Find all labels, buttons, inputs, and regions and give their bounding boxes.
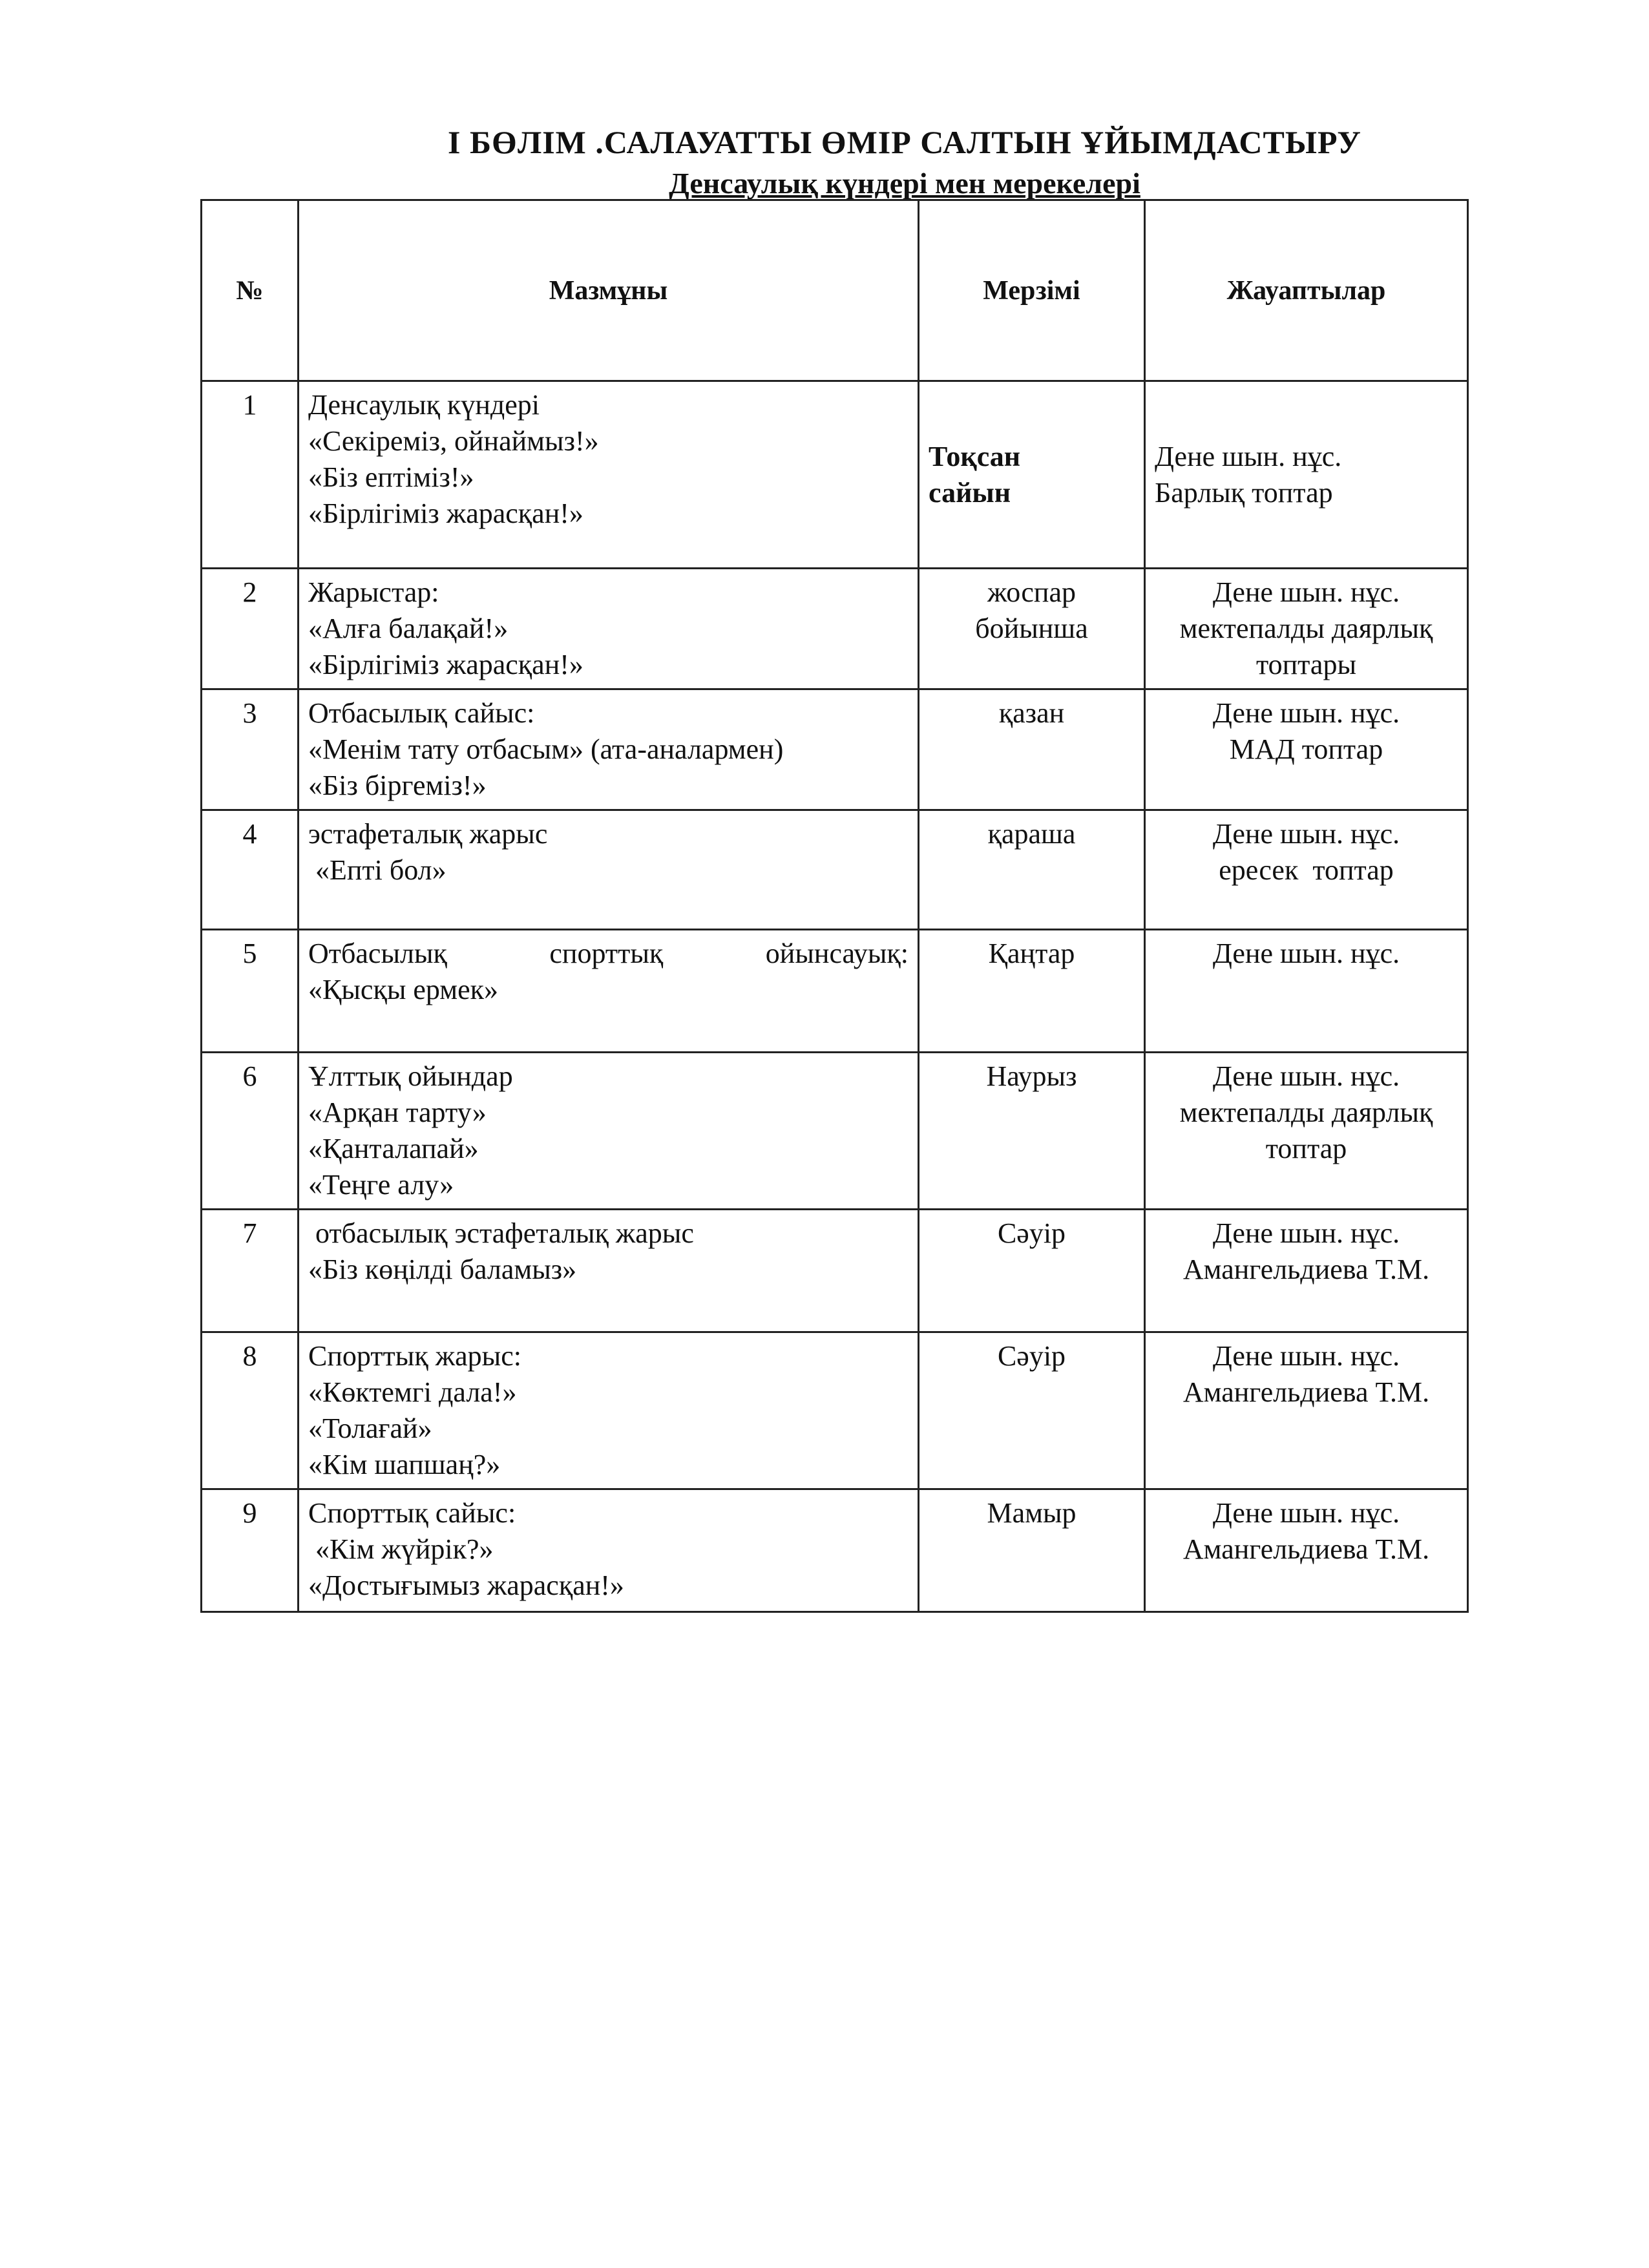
responsible-line: мектепалды даярлық bbox=[1179, 1097, 1433, 1128]
header-responsible: Жауаптылар bbox=[1145, 200, 1468, 381]
content-line: «Епті бол» bbox=[308, 854, 446, 886]
responsible-line: Барлық топтар bbox=[1155, 476, 1333, 509]
table-row bbox=[202, 1210, 1468, 1332]
row-date bbox=[919, 1053, 1145, 1210]
date-line: Сәуір bbox=[997, 1217, 1066, 1249]
date-line: Мамыр bbox=[987, 1497, 1077, 1529]
header-content: Мазмұны bbox=[299, 200, 919, 381]
content-line: эстафеталық жарыс bbox=[308, 818, 548, 850]
responsible-line: Амангельдиева Т.М. bbox=[1182, 1376, 1430, 1408]
content-line: «Біз біргеміз!» bbox=[308, 770, 487, 801]
table-row bbox=[202, 569, 1468, 689]
header-date: Мерзімі bbox=[919, 200, 1145, 381]
content-line: отбасылық эстафеталық жарыс bbox=[308, 1217, 694, 1249]
responsible-line: Дене шын. нұс. bbox=[1212, 818, 1400, 850]
responsible-line: топтар bbox=[1265, 1133, 1347, 1164]
row-number: 1 bbox=[202, 381, 299, 569]
table-header-row bbox=[202, 200, 1468, 381]
date-line: Қаңтар bbox=[988, 938, 1075, 969]
row-content bbox=[299, 810, 919, 930]
content-line: «Менім тату отбасым» (ата-аналармен) bbox=[308, 733, 784, 765]
row-responsible bbox=[1145, 381, 1468, 569]
content-line: Ұлттық ойындар bbox=[308, 1060, 513, 1092]
content-line: «Арқан тарту» bbox=[308, 1097, 487, 1128]
row-date bbox=[919, 810, 1145, 930]
date-line: қазан bbox=[998, 697, 1065, 729]
date-line: Сәуір bbox=[997, 1340, 1066, 1372]
content-line: «Біз ептіміз!» bbox=[308, 461, 474, 493]
responsible-line: Дене шын. нұс. bbox=[1212, 1340, 1400, 1372]
responsible-line: МАД топтар bbox=[1229, 733, 1383, 765]
responsible-line: Дене шын. нұс. bbox=[1212, 697, 1400, 729]
row-number: 2 bbox=[202, 569, 299, 689]
responsible-line: мектепалды даярлық bbox=[1179, 613, 1433, 644]
content-line: «Достығымыз жарасқан!» bbox=[308, 1570, 624, 1601]
row-date bbox=[919, 381, 1145, 569]
row-content bbox=[299, 381, 919, 569]
row-responsible bbox=[1145, 1053, 1468, 1210]
row-responsible bbox=[1145, 810, 1468, 930]
row-date bbox=[919, 689, 1145, 810]
content-line: Отбасылық сайыс: bbox=[308, 697, 535, 729]
page-subtitle: Денсаулық күндері мен мерекелері bbox=[669, 167, 1140, 200]
content-line: Спорттық сайыс: bbox=[308, 1497, 516, 1529]
row-number: 5 bbox=[202, 930, 299, 1053]
row-responsible bbox=[1145, 1332, 1468, 1489]
row-date bbox=[919, 569, 1145, 689]
row-content bbox=[299, 1053, 919, 1210]
responsible-line: Дене шын. нұс. bbox=[1212, 938, 1400, 969]
date-line: сайын bbox=[929, 476, 1011, 509]
row-date bbox=[919, 930, 1145, 1053]
content-line: «Кім жүйрік?» bbox=[308, 1533, 494, 1565]
row-number: 9 bbox=[202, 1489, 299, 1612]
content-line: Спорттық жарыс: bbox=[308, 1340, 521, 1372]
header-num: № bbox=[202, 200, 299, 381]
content-word: ойынсауық: bbox=[765, 938, 909, 969]
content-line: «Бірлігіміз жарасқан!» bbox=[308, 649, 583, 680]
table-row bbox=[202, 1053, 1468, 1210]
row-responsible bbox=[1145, 569, 1468, 689]
table-row bbox=[202, 1489, 1468, 1612]
row-responsible bbox=[1145, 689, 1468, 810]
content-line: «Көктемгі дала!» bbox=[308, 1376, 517, 1408]
responsible-line: Дене шын. нұс. bbox=[1155, 440, 1342, 472]
content-line: «Қанталапай» bbox=[308, 1133, 479, 1164]
page-title: І БӨЛІМ .САЛАУАТТЫ ӨМІР САЛТЫН ҰЙЫМДАСТЫРУ bbox=[448, 124, 1361, 160]
content-word: Отбасылық bbox=[308, 938, 447, 969]
table-row bbox=[202, 381, 1468, 569]
content-line bbox=[308, 936, 909, 972]
content-line: «Бірлігіміз жарасқан!» bbox=[308, 498, 583, 529]
table-row bbox=[202, 930, 1468, 1053]
responsible-line: Дене шын. нұс. bbox=[1212, 1217, 1400, 1249]
row-responsible bbox=[1145, 1210, 1468, 1332]
responsible-line: Дене шын. нұс. bbox=[1212, 1497, 1400, 1529]
responsible-line: Дене шын. нұс. bbox=[1212, 576, 1400, 608]
row-number: 3 bbox=[202, 689, 299, 810]
date-line: бойынша bbox=[975, 613, 1088, 644]
content-word: спорттық bbox=[549, 938, 664, 969]
health-days-table bbox=[200, 199, 1469, 1613]
date-line: жоспар bbox=[987, 576, 1076, 608]
date-line: Наурыз bbox=[986, 1060, 1077, 1092]
responsible-line: топтары bbox=[1255, 649, 1357, 680]
row-date bbox=[919, 1332, 1145, 1489]
row-content bbox=[299, 1210, 919, 1332]
content-line: «Теңге алу» bbox=[308, 1169, 454, 1201]
table-row bbox=[202, 1332, 1468, 1489]
row-content bbox=[299, 1489, 919, 1612]
date-line: қараша bbox=[987, 818, 1076, 850]
row-date bbox=[919, 1489, 1145, 1612]
row-content bbox=[299, 689, 919, 810]
row-date bbox=[919, 1210, 1145, 1332]
responsible-line: Амангельдиева Т.М. bbox=[1182, 1254, 1430, 1285]
row-content bbox=[299, 1332, 919, 1489]
date-line: Тоқсан bbox=[929, 440, 1021, 472]
responsible-line: ересек топтар bbox=[1219, 854, 1394, 886]
content-line: «Қысқы ермек» bbox=[308, 974, 498, 1005]
responsible-line: Амангельдиева Т.М. bbox=[1182, 1533, 1430, 1565]
content-line: «Секіреміз, ойнаймыз!» bbox=[308, 425, 599, 457]
content-line: Жарыстар: bbox=[308, 576, 439, 608]
row-number: 7 bbox=[202, 1210, 299, 1332]
content-line: Денсаулық күндері bbox=[308, 389, 540, 421]
row-content bbox=[299, 569, 919, 689]
row-number: 8 bbox=[202, 1332, 299, 1489]
content-line: «Алға балақай!» bbox=[308, 613, 509, 644]
content-line: «Толағай» bbox=[308, 1412, 432, 1444]
table-row bbox=[202, 689, 1468, 810]
content-line: «Кім шапшаң?» bbox=[308, 1449, 501, 1480]
row-number: 6 bbox=[202, 1053, 299, 1210]
table-row bbox=[202, 810, 1468, 930]
responsible-line: Дене шын. нұс. bbox=[1212, 1060, 1400, 1092]
row-responsible bbox=[1145, 930, 1468, 1053]
row-number: 4 bbox=[202, 810, 299, 930]
row-responsible bbox=[1145, 1489, 1468, 1612]
content-line: «Біз көңілді баламыз» bbox=[308, 1254, 577, 1285]
row-content bbox=[299, 930, 919, 1053]
